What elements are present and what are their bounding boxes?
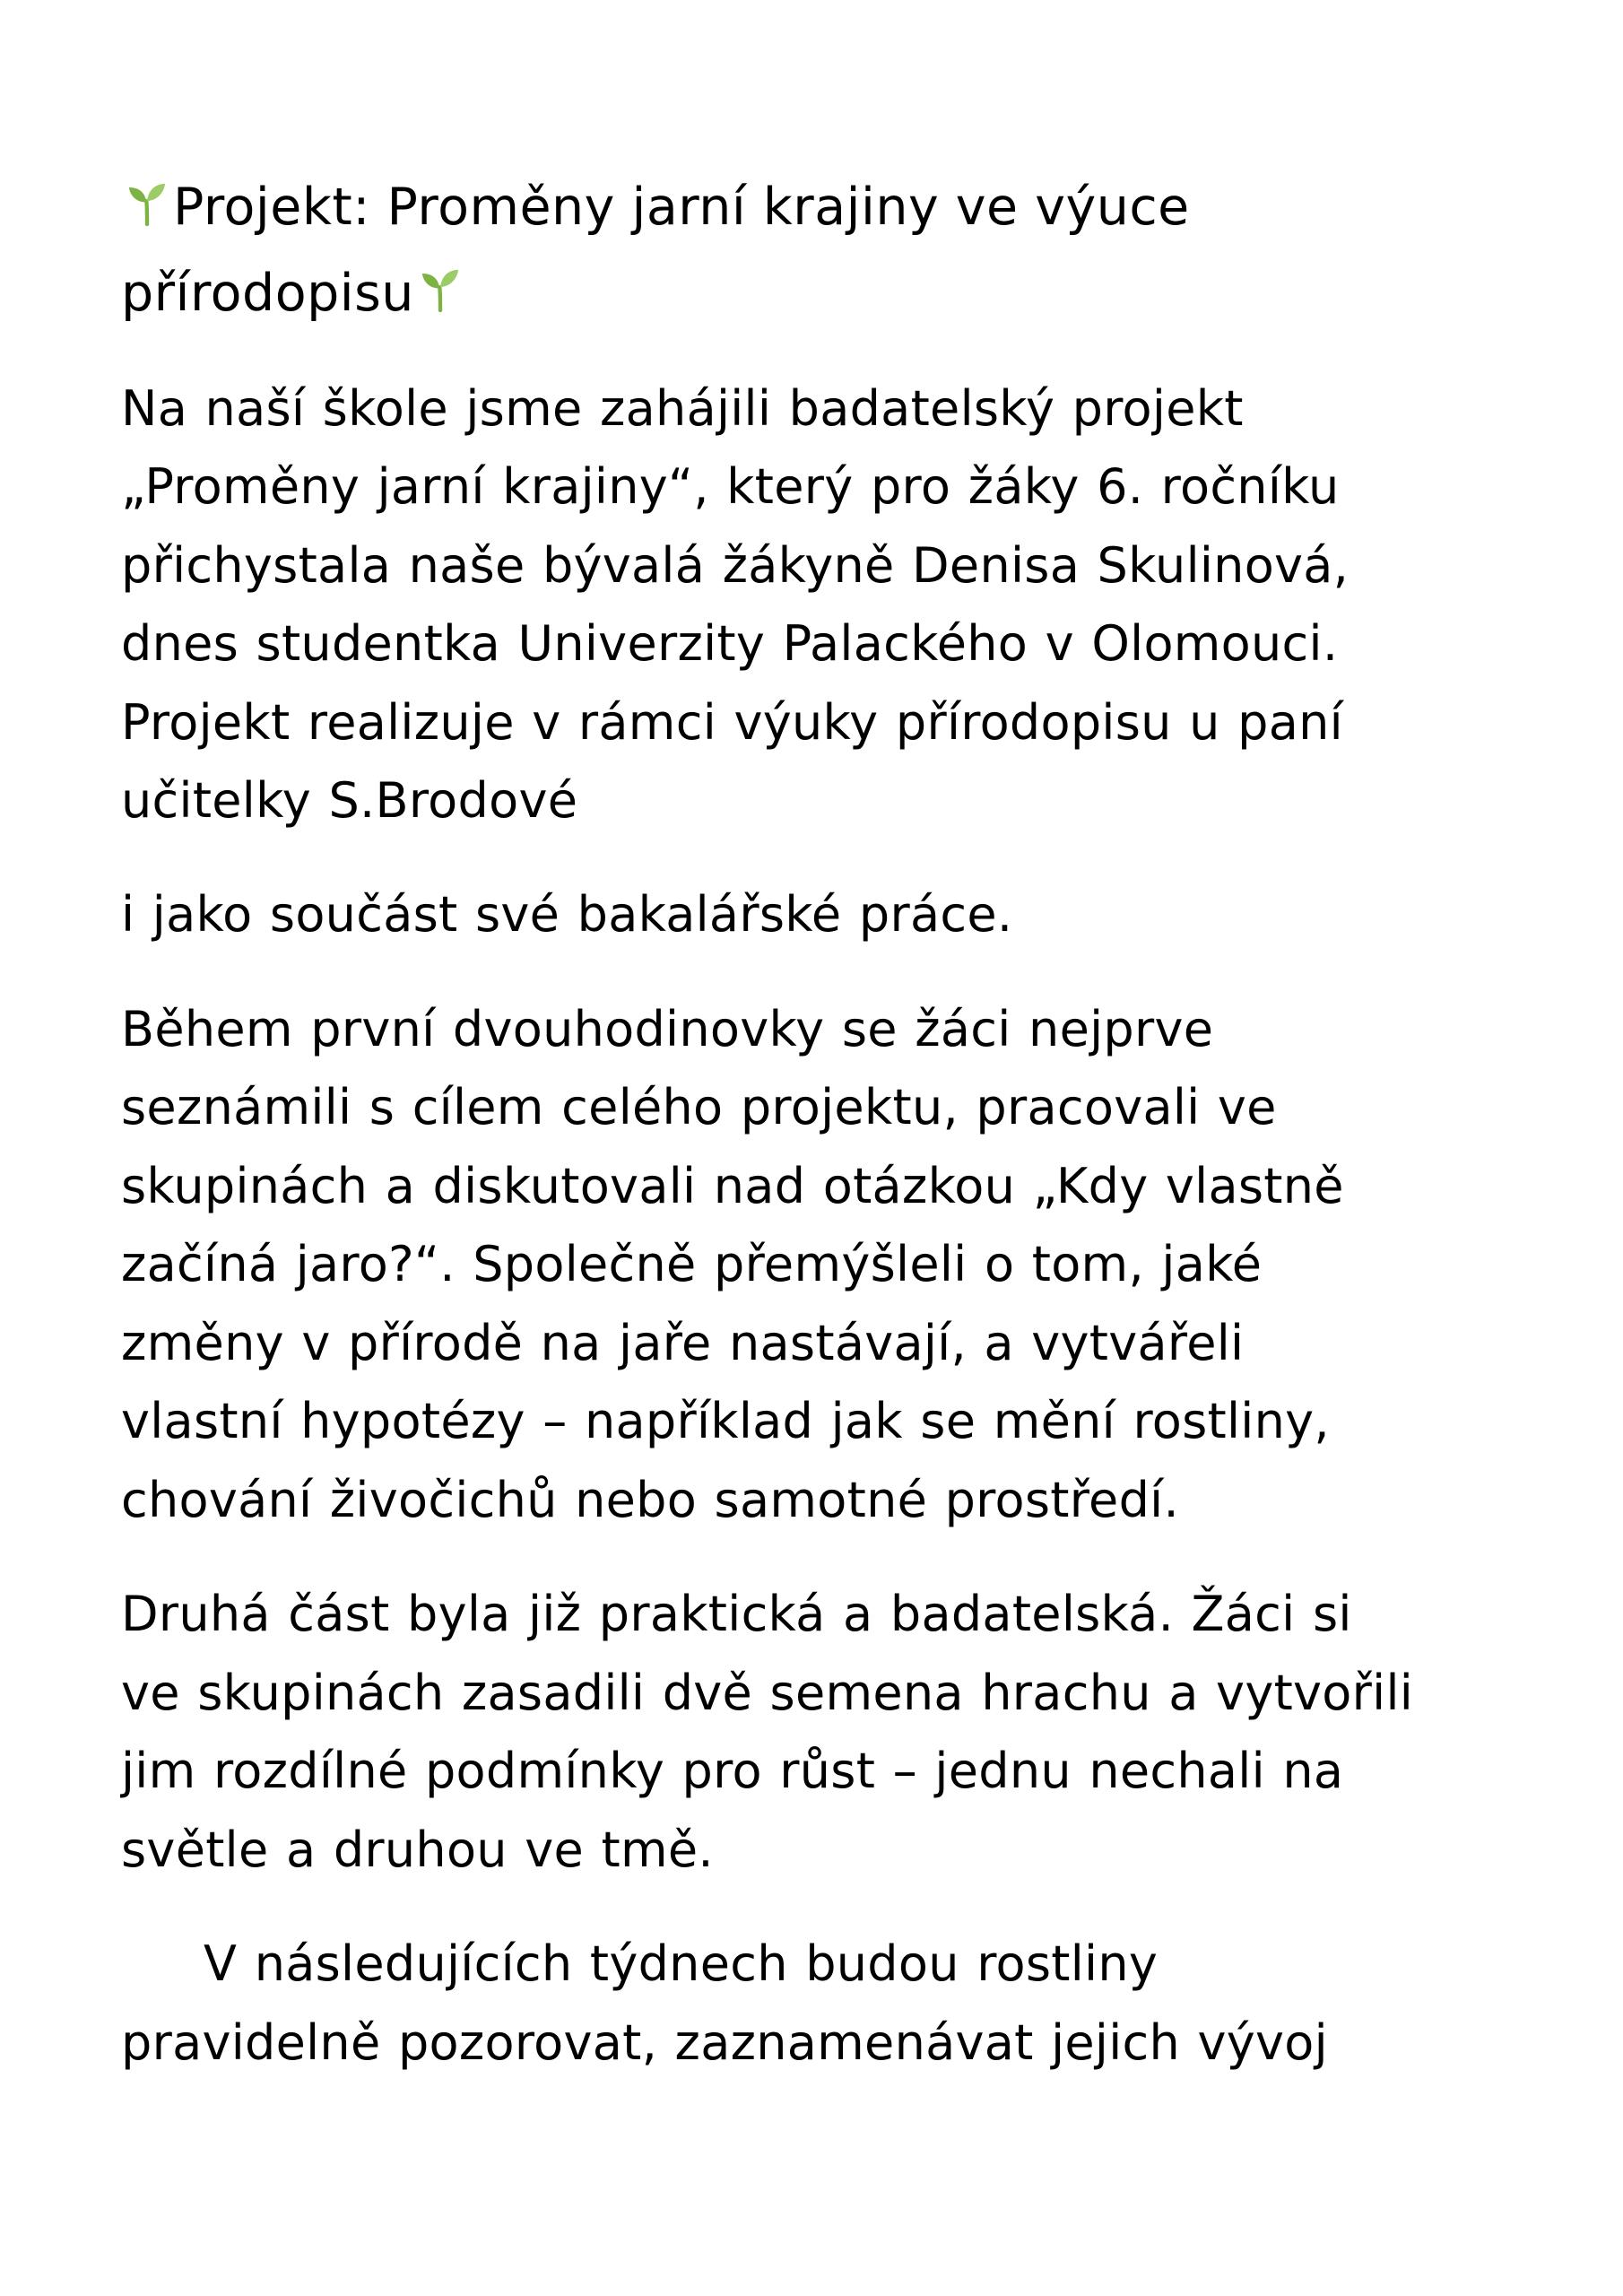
seedling-icon (420, 256, 461, 338)
paragraph: V následujících týdnech budou rostliny pravidelně pozorovat, zaznamenávat jejich vývoj (121, 1935, 1328, 2071)
paragraph: Během první dvouhodinovky se žáci nejprve seznámili s cílem celého projektu, pracovali ve skupinách a diskutovali nad otázkou „Kdy vlastně začíná jaro?“. Společně přemýšleli o tom, jaké změny v přírodě na jaře nastávají, a vytvářeli vlastní hypotézy – například jak se mění rostliny, chování živočichů nebo samotné prostředí. (121, 1000, 1344, 1528)
paragraph: i jako součást své bakalářské práce. (121, 886, 1013, 944)
page-title (121, 166, 1417, 339)
paragraph: Druhá část byla již praktická a badatelská. Žáci si ve skupinách zasadili dvě semena hrachu a vytvořili jim rozdílné podmínky pro růst – jednu nechali na světle a druhou ve tmě. (121, 1586, 1414, 1878)
seedling-icon (126, 170, 168, 252)
paragraph: Na naší škole jsme zahájili badatelský projekt „Proměny jarní krajiny“, který pro žáky 6. ročníku přichystala naše bývalá žákyně Denisa Skulinová, dnes studentka Univerzity Palackého v Olomouci. Projekt realizuje v rámci výuky přírodopisu u paní učitelky S.Brodové (121, 379, 1350, 829)
page-title-text: Projekt: Proměny jarní krajiny ve výuce přírodopisu (121, 178, 1190, 324)
